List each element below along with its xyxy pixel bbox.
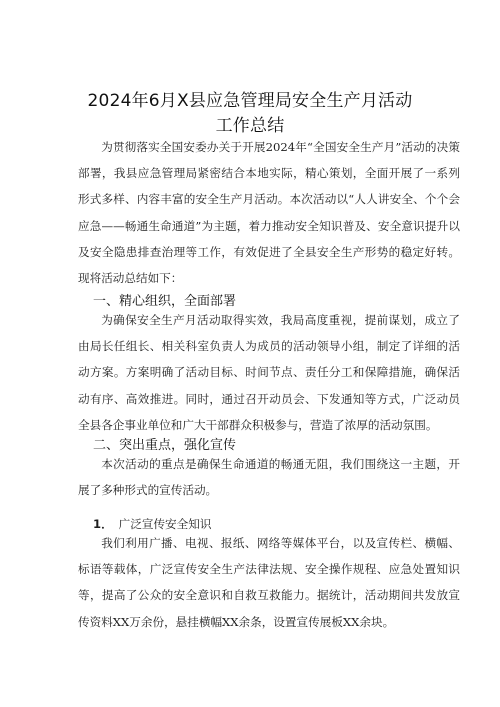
document-title-line-1: 2024年6月X县应急管理局安全生产月活动 bbox=[87, 91, 413, 111]
subsection-1-paragraph: 我们利用广播、电视、报纸、网络等媒体平台，以及宣传栏、横幅、标语等载体，广泛宣传安全生产法律法规、安全操作规程、应急处置知识等，提高了公众的安全意识和自救互救能力。据统计，活动期间共发放宣传资料XX万余份，悬挂横幅XX余条，设置宣传展板XX余块。 bbox=[78, 536, 460, 629]
section-2-paragraph: 本次活动的重点是确保生命通道的畅通无阻，我们围绕这一主题，开展了多种形式的宣传活动。 bbox=[78, 457, 460, 498]
document-title-line-2: 工作总结 bbox=[215, 116, 285, 136]
section-1-heading: 一、精心组织，全面部署 bbox=[93, 294, 237, 309]
section-1-paragraph: 为确保安全生产月活动取得实效，我局高度重视，提前谋划，成立了由局长任组长、相关科室负责人为成员的活动领导小组，制定了详细的活动方案。方案明确了活动目标、时间节点、责任分工和保障措施，确保活动有序、高效推进。同时，通过召开动员会、下发通知等方式，广泛动员全县各企事业单位和广大干部群众积极参与，营造了浓厚的活动氛围。 bbox=[78, 313, 460, 432]
subsection-1-title: 广泛宣传安全知识 bbox=[118, 517, 212, 531]
section-2-heading: 二、突出重点，强化宣传 bbox=[93, 438, 237, 453]
intro-paragraph: 为贯彻落实全国安委办关于开展2024年“全国安全生产月”活动的决策部署，我县应急管理局紧密结合本地实际，精心策划，全面开展了一系列形式多样、内容丰富的安全生产月活动。本次活动以“人人讲安全、个个会应急——畅通生命通道”为主题，着力推动安全知识普及、安全意识提升以及安全隐患排查治理等工作，有效促进了全县安全生产形势的稳定好转。现将活动总结如下： bbox=[78, 140, 460, 286]
subsection-1-number: 1． bbox=[93, 517, 113, 531]
